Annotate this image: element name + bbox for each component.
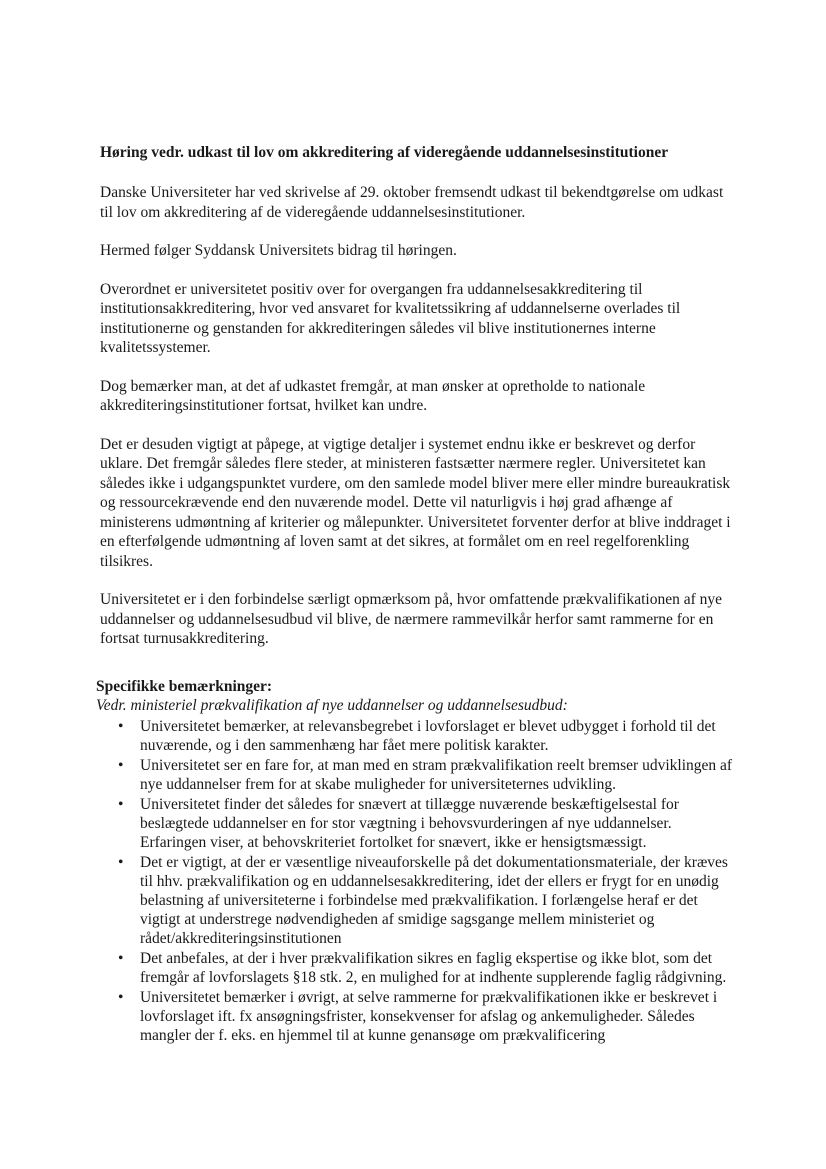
bullet-icon: • [118,795,124,813]
list-item [96,717,736,755]
bullet-icon: • [118,717,124,735]
list-item-text: Universitetet bemærker, at relevansbegrebet i lovforslaget er blevet udbygget i forhold til det nuværende, og i den sammenhæng har fået mere politisk karakter. [140,717,716,754]
list-item-text: Det anbefales, at der i hver prækvalifikation sikres en faglig ekspertise og ikke blot, som det fremgår af lovforslagets §18 stk. 2, en mulighed for at indhente supplerende faglig rådgivning. [140,949,727,986]
list-item-text: Universitetet finder det således for snævert at tillægge nuværende beskæftigelsestal for beslægtede uddannelser en for stor vægtning i behovsvurderingen af nye uddannelser. Erfaringen viser, at behovskriteriet fortolket for snævert, ikke er hensigtsmæssigt. [140,795,679,851]
bullet-icon: • [118,853,124,871]
list-item [96,756,736,794]
list-item [96,988,736,1045]
paragraph-details: Det er desuden vigtigt at påpege, at vigtige detaljer i systemet endnu ikke er beskrevet og derfor uklare. Det fremgår således flere steder, at ministeren fastsætter nærmere regler. Universitetet kan således ikke i udgangspunktet vurdere, om den samlede model bliver mere eller mindre bureaukratisk og ressourcekrævende end den nuværende model. Dette vil naturligvis i høj grad afhænge af ministerens udmøntning af kriterier og målepunkter. Universitetet forventer derfor at blive inddraget i en efterfølgende udmøntning af loven samt at det sikres, at formålet om en reel regelforenkling tilsikres. [100,435,731,570]
bullet-icon: • [118,756,124,774]
list-item-text: Universitetet ser en fare for, at man med en stram prækvalifikation reelt bremser udviklingen af nye uddannelser frem for at skabe muligheder for universiteternes udvikling. [140,756,733,793]
paragraph-attention: Universitetet er i den forbindelse særligt opmærksom på, hvor omfattende prækvalifikationen af nye uddannelser og uddannelsesudbud vil blive, de nærmere rammevilkår herfor samt rammerne for en fortsat turnusakkreditering. [100,591,722,647]
paragraph-intro: Danske Universiteter har ved skrivelse af 29. oktober fremsendt udkast til bekendtgørelse om udkast til lov om akkreditering af de videregående uddannelsesinstitutioner. [100,184,724,221]
list-item [96,949,736,987]
paragraph-remark: Dog bemærker man, at det af udkastet fremgår, at man ønsker at opretholde to nationale akkrediteringsinstitutioner fortsat, hvilket kan undre. [100,377,646,414]
bullet-icon: • [118,949,124,967]
list-item [96,795,736,852]
list-item-text: Det er vigtigt, at der er væsentlige niveauforskelle på det dokumentationsmateriale, der kræves til hhv. prækvalifikation og en uddannelsesakkreditering, idet der ellers er frygt for en unødig belastning af universiteterne i forbindelse med prækvalifikation. I forlængelse heraf er det vigtigt at understrege nødvendigheden af smidige sagsgange mellem ministeriet og rådet/akkrediteringsinstitutionen [140,853,728,947]
specific-remarks-heading: Specifikke bemærkninger: [96,677,273,695]
paragraph-contribution: Hermed følger Syddansk Universitets bidrag til høringen. [100,242,457,259]
specific-remarks-subheading: Vedr. ministeriel prækvalifikation af nye uddannelser og uddannelsesudbud: [96,696,568,714]
bullet-icon: • [118,988,124,1006]
paragraph-overall: Overordnet er universitetet positiv over for overgangen fra uddannelsesakkreditering til institutionsakkreditering, hvor ved ansvaret for kvalitetssikring af uddannelserne overlades til institutionerne og genstanden for akkrediteringen således vil blive institutionernes interne kvalitetssystemer. [100,280,681,356]
list-item-text: Universitetet bemærker i øvrigt, at selve rammerne for prækvalifikationen ikke er beskrevet i lovforslaget ift. fx ansøgningsfrister, konsekvenser for afslag og ankemuligheder. Således mangler der f. eks. en hjemmel til at kunne genansøge om prækvalificering [140,988,718,1044]
list-item [96,853,736,948]
document-body [96,143,736,1046]
document-title: Høring vedr. udkast til lov om akkreditering af videregående uddannelsesinstitutioner [100,144,669,161]
bullet-list [96,717,736,1045]
